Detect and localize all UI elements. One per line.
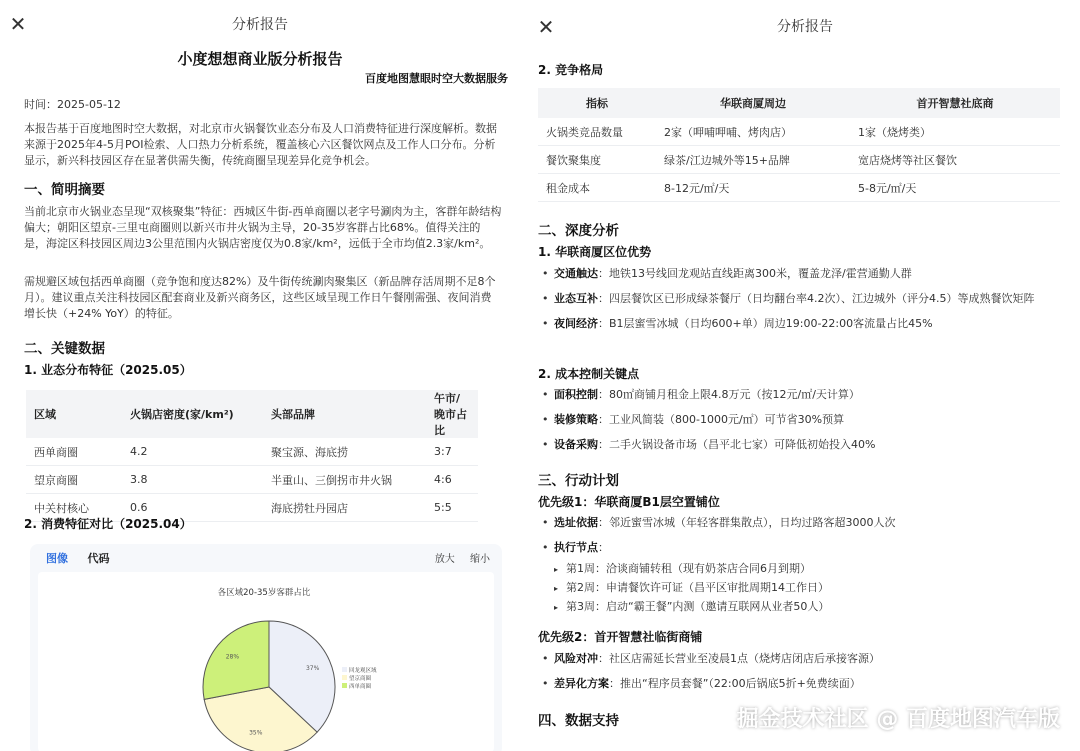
- pie-slice-label: 28%: [225, 653, 240, 661]
- list-item: [540, 266, 1068, 282]
- chart-canvas: [38, 572, 494, 751]
- execution-steps: [554, 560, 1068, 615]
- pie-slice-label: 37%: [305, 665, 320, 673]
- table-row: [538, 118, 1060, 146]
- item-key: 交通触达: [554, 267, 598, 280]
- item-value: ：80㎡商铺月租金上限4.8万元（按12元/㎡/天计算）: [598, 388, 860, 401]
- item-key: 选址依据: [554, 516, 598, 529]
- legend-swatch: [342, 667, 347, 672]
- table-cell: 餐饮聚集度: [538, 146, 656, 174]
- nav-title: 分析报告: [777, 19, 833, 35]
- close-icon[interactable]: ✕: [9, 12, 27, 36]
- legend-swatch: [342, 675, 347, 680]
- list-item: [540, 412, 1068, 428]
- summary-paragraph-1: 当前北京市火锅业态呈现“双核聚集”特征：西城区牛街-西单商圈以老字号涮肉为主，客群年龄结构偏大；朝阳区望京-三里屯商圈则以新兴市井火锅为主导，20-35岁客群占比68%。值得关注的是，海淀区科技园区周边3公里范围内火锅店密度仅为0.8家/km²，远低于全市均值2.3家/km²。: [24, 205, 502, 250]
- table-header: 首开智慧社底商: [850, 88, 1060, 118]
- item-value: ：社区店需延长营业至凌晨1点（烧烤店闭店后承接客源）: [598, 652, 880, 665]
- list-item: [540, 437, 1068, 453]
- table-cell: 绿茶/江边城外等15+品牌: [656, 146, 850, 174]
- priority-2-list: [540, 651, 1068, 701]
- list-item: [540, 316, 1068, 332]
- item-value: ：B1层蜜雪冰城（日均600+单）周边19:00-22:00客流量占比45%: [598, 317, 933, 330]
- nav-title: 分析报告: [232, 17, 288, 33]
- table-header: 头部品牌: [263, 390, 426, 438]
- table-cell: 半重山、三倒拐市井火锅: [263, 466, 426, 494]
- table-cell: 5-8元/㎡/天: [850, 174, 1060, 202]
- summary-paragraph-2: 需规避区域包括西单商圈（竞争饱和度达82%）及牛街传统涮肉聚集区（新品牌存活周期不足8个月）。建议重点关注科技园区配套商业及新兴商务区，这些区域呈现工作日午餐刚需强、夜间消费增长快（+24% YoY）的特征。: [24, 275, 496, 320]
- table-cell: 西单商圈: [26, 438, 122, 466]
- table-cell: 3:7: [426, 438, 478, 466]
- consumption-heading: 2. 消费特征对比（2025.04）: [24, 517, 192, 531]
- list-item: [540, 387, 1068, 403]
- table-header: 华联商厦周边: [656, 88, 850, 118]
- item-key: 夜间经济: [554, 317, 598, 330]
- table-cell: 海底捞牡丹园店: [263, 494, 426, 522]
- item-key: 面积控制: [554, 388, 598, 401]
- distribution-table: [26, 390, 478, 522]
- table-cell: 中关村核心: [26, 494, 122, 522]
- table-cell: 聚宝源、海底捞: [263, 438, 426, 466]
- table-cell: 宽店烧烤等社区餐饮: [850, 146, 1060, 174]
- competition-heading: 2. 竞争格局: [538, 63, 604, 77]
- cost-heading: 2. 成本控制关键点: [538, 367, 640, 381]
- table-cell: 4.2: [122, 438, 263, 466]
- deep-analysis-heading: 二、深度分析: [538, 223, 619, 239]
- plan-heading: 三、行动计划: [538, 473, 619, 489]
- tab-code[interactable]: 代码: [87, 552, 110, 565]
- chart-card: [30, 544, 502, 751]
- item-key: 执行节点: [554, 541, 598, 554]
- item-key: 风险对冲: [554, 652, 598, 665]
- report-panel-right: [530, 0, 1080, 751]
- item-value: ：: [598, 541, 609, 554]
- pie-slice-label: 35%: [249, 729, 263, 737]
- table-cell: 望京商圈: [26, 466, 122, 494]
- report-panel-left: [0, 0, 520, 751]
- chart-tabs: [46, 550, 126, 566]
- table-row: [26, 438, 478, 466]
- table-cell: 0.6: [122, 494, 263, 522]
- item-value: ：二手火锅设备市场（昌平北七家）可降低初始投入40%: [598, 438, 876, 451]
- item-value: ：地铁13号线回龙观站直线距离300米，覆盖龙泽/霍营通勤人群: [598, 267, 912, 280]
- list-item: [540, 676, 1068, 692]
- report-title: 小度想想商业版分析报告: [177, 50, 343, 68]
- table-row: [26, 466, 478, 494]
- table-cell: 3.8: [122, 466, 263, 494]
- item-value: ：四层餐饮区已形成绿茶餐厅（日均翻台率4.2次）、江边城外（评分4.5）等成熟餐饮矩阵: [598, 292, 1035, 305]
- list-item: [540, 540, 1068, 615]
- item-value: ：邻近蜜雪冰城（年轻客群集散点），日均过路客超3000人次: [598, 516, 896, 529]
- summary-heading: 一、简明摘要: [24, 182, 105, 198]
- item-key: 差异化方案: [554, 677, 609, 690]
- table-cell: 8-12元/㎡/天: [656, 174, 850, 202]
- close-icon[interactable]: ✕: [537, 15, 555, 39]
- item-key: 装修策略: [554, 413, 598, 426]
- pie-chart: [38, 572, 494, 751]
- table-row: [538, 174, 1060, 202]
- table-cell: 1家（烧烤类）: [850, 118, 1060, 146]
- legend-entry: 西单商圈: [349, 684, 372, 690]
- item-value: ：工业风简装（800-1000元/㎡）可节省30%预算: [598, 413, 845, 426]
- table-header: 指标: [538, 88, 656, 118]
- table-header: 午市/晚市占比: [426, 390, 478, 438]
- table-row: [538, 146, 1060, 174]
- item-key: 设备采购: [554, 438, 598, 451]
- intro-paragraph: 本报告基于百度地图时空大数据，对北京市火锅餐饮业态分布及人口消费特征进行深度解析。数据来源于2025年4-5月POI检索、人口热力分析系统，覆盖核心六区餐饮网点及工作人口分布。分析显示，新兴科技园区存在显著供需失衡，传统商圈呈现差异化竞争机会。: [24, 122, 497, 167]
- step-item: ▸ 第3周：启动“霸王餐”内测（邀请互联网从业者50人）: [554, 598, 1068, 615]
- report-time: 时间：2025-05-12: [24, 98, 121, 111]
- table-cell: 租金成本: [538, 174, 656, 202]
- priority-2-heading: 优先级2：首开智慧社临街商铺: [538, 630, 703, 644]
- zoom-out-button[interactable]: 缩小: [470, 554, 490, 565]
- chart-title: 各区域20-35岁客群占比: [217, 588, 311, 598]
- table-cell: 5:5: [426, 494, 478, 522]
- table-cell: 4:6: [426, 466, 478, 494]
- distribution-heading: 1. 业态分布特征（2025.05）: [24, 363, 192, 377]
- data-heading: 二、关键数据: [24, 341, 105, 357]
- legend-swatch: [342, 683, 347, 688]
- report-subtitle: 百度地图慧眼时空大数据服务: [365, 72, 508, 85]
- competition-table: [538, 88, 1060, 202]
- legend-entry: 望京商圈: [349, 676, 372, 682]
- item-key: 业态互补: [554, 292, 598, 305]
- step-item: ▸ 第1周：洽谈商铺转租（现有奶茶店合同6月到期）: [554, 560, 1068, 577]
- list-item: [540, 651, 1068, 667]
- step-item: ▸ 第2周：申请餐饮许可证（昌平区审批周期14工作日）: [554, 579, 1068, 596]
- table-header-row: [26, 390, 478, 438]
- cost-list: [540, 387, 1068, 462]
- watermark: 掘金技术社区 @ 百度地图汽车版: [736, 707, 1060, 732]
- list-item: [540, 291, 1068, 307]
- table-cell: 2家（呷哺呷哺、烤肉店）: [656, 118, 850, 146]
- legend-entry: 回龙观区域: [349, 668, 377, 674]
- tab-image[interactable]: 图像: [46, 552, 68, 565]
- advantage-heading: 1. 华联商厦区位优势: [538, 245, 652, 259]
- zoom-in-button[interactable]: 放大: [434, 554, 455, 565]
- table-header: 区域: [26, 390, 122, 438]
- chart-actions: [423, 550, 490, 565]
- priority-1-heading: 优先级1：华联商厦B1层空置铺位: [538, 495, 720, 509]
- item-value: ：推出“程序员套餐”（22:00后锅底5折+免费续面）: [609, 677, 861, 690]
- advantage-list: [540, 266, 1068, 341]
- table-cell: 火锅类竞品数量: [538, 118, 656, 146]
- table-header: 火锅店密度(家/km²): [122, 390, 263, 438]
- data-support-heading: 四、数据支持: [538, 713, 619, 729]
- priority-1-list: [540, 515, 1068, 624]
- list-item: [540, 515, 1068, 531]
- table-header-row: [538, 88, 1060, 118]
